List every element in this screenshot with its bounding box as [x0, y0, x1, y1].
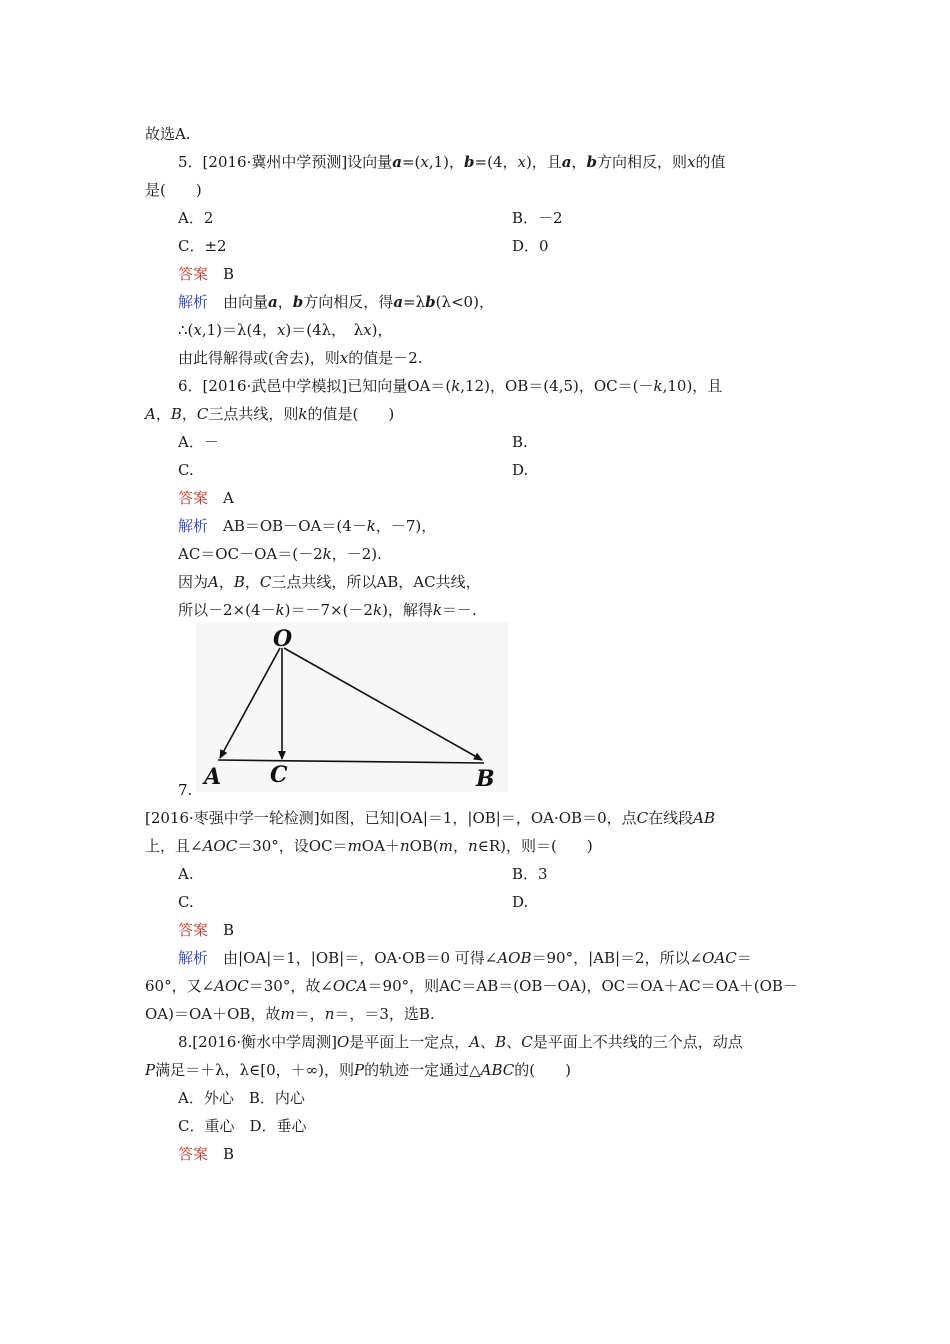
vector-b: b: [464, 153, 475, 171]
text: =λ: [403, 293, 426, 311]
text: )＝(4λ， λ: [285, 321, 364, 339]
text: 满足＝＋λ，λ∈[0，＋∞)，则: [155, 1061, 354, 1079]
var-x: x: [517, 153, 526, 171]
var-m: m: [280, 1005, 295, 1023]
text: 由此得解得或(舍去)，则: [178, 349, 340, 367]
answer-label: 答案: [178, 1145, 209, 1163]
point-b: B: [170, 405, 182, 423]
text: ，: [181, 405, 197, 423]
text: ，: [277, 293, 293, 311]
label-b: B: [476, 766, 495, 792]
option-b: B．3: [512, 865, 548, 883]
text: ，: [155, 405, 171, 423]
text: 5．[2016·冀州中学预测]设向量: [178, 153, 393, 171]
solution-label: 解析: [178, 949, 209, 967]
text: 60°，又∠: [145, 977, 215, 995]
question-5-stem: [178, 152, 726, 172]
text: 所以－2×(4－: [178, 601, 276, 619]
answer-value: B: [223, 265, 235, 283]
solution-label: 解析: [178, 517, 209, 535]
solution-line: [178, 948, 752, 968]
answer-label: 答案: [178, 265, 209, 283]
triangle-abc: ABC: [480, 1061, 515, 1079]
var-k: k: [451, 377, 461, 395]
text: AC＝OC－OA＝(－2: [178, 545, 323, 563]
text: ，－7)，: [375, 517, 437, 535]
text: ＝－.: [442, 601, 477, 619]
text: 8.[2016·衡水中学周测]: [178, 1033, 337, 1051]
var-x: x: [420, 153, 429, 171]
vector-a: a: [268, 293, 278, 311]
segment-ab: [218, 760, 484, 763]
text: 方向相反，则: [597, 153, 688, 171]
text: 由向量: [223, 293, 269, 311]
option-a: A．－: [178, 433, 219, 451]
text: ,1)，: [428, 153, 464, 171]
question-5-stem-cont: 是( ): [145, 181, 202, 199]
text: 三点共线，则: [208, 405, 299, 423]
option-d: D.: [512, 461, 529, 479]
text: 、: [480, 1033, 496, 1051]
point-c: C: [521, 1033, 533, 1051]
point-c: C: [259, 573, 272, 591]
label-c: C: [270, 762, 288, 788]
solution-line: [145, 976, 798, 996]
var-k: k: [298, 405, 308, 423]
solution-line: [178, 320, 393, 340]
option-a: A.: [178, 865, 194, 883]
question-6-stem: [178, 376, 722, 396]
text-line: [145, 124, 191, 144]
point-b: B: [495, 1033, 507, 1051]
point-c: C: [636, 809, 649, 827]
point-p: P: [145, 1061, 156, 1079]
text: 上，且∠: [145, 837, 203, 855]
question-6-stem-cont: [145, 404, 394, 424]
vector-b: b: [425, 293, 436, 311]
text: ,1)＝λ(4，: [201, 321, 277, 339]
answer-label: 答案: [178, 921, 209, 939]
option-b: B.: [512, 433, 528, 451]
text: [2016·枣强中学一轮检测]如图，已知|OA|＝1，|OB|＝，OA·OB＝0，点: [145, 809, 637, 827]
point-a: A: [145, 405, 156, 423]
text: )，: [371, 321, 393, 339]
triangle-diagram: [196, 622, 508, 792]
text: 在线段: [648, 809, 694, 827]
point-o: O: [336, 1033, 350, 1051]
text: )，解得: [382, 601, 433, 619]
vector-oa: [220, 648, 280, 758]
var-x: x: [687, 153, 696, 171]
triangle-figure: [196, 622, 508, 792]
text: 、: [506, 1033, 522, 1051]
label-a: A: [204, 764, 222, 790]
text: 方向相反，得: [303, 293, 394, 311]
text: OA)＝OA＋OB，故: [145, 1005, 281, 1023]
text: )，且: [525, 153, 562, 171]
vector-ob: [284, 648, 482, 760]
answer-line: [178, 920, 234, 940]
var-x: x: [339, 349, 349, 367]
var-k: k: [653, 377, 663, 395]
text: 6．[2016·武邑中学模拟]已知向量OA＝(: [178, 377, 452, 395]
option-c: C.: [178, 461, 194, 479]
text: ∈R)，则＝( ): [477, 837, 593, 855]
text: ＝，＝3，选B.: [334, 1005, 435, 1023]
angle-aob: AOB: [497, 949, 532, 967]
text: ，: [218, 573, 234, 591]
text: ＝，: [294, 1005, 325, 1023]
var-k: k: [432, 601, 443, 619]
point-c: C: [196, 405, 209, 423]
var-k: k: [372, 601, 383, 619]
text: 故选A.: [145, 125, 191, 143]
question-8-stem-cont: [145, 1060, 571, 1080]
option-a: A．2: [178, 209, 214, 227]
point-b: B: [233, 573, 245, 591]
question-7-number: 7.: [178, 781, 193, 799]
text: 的值是( ): [307, 405, 395, 423]
text: ,12)，OB＝(4,5)，OC＝(－: [460, 377, 654, 395]
var-k: k: [275, 601, 285, 619]
text: 是平面上不共线的三个点，动点: [532, 1033, 743, 1051]
answer-value: A: [223, 489, 234, 507]
question-7-stem-cont: [145, 836, 593, 856]
question-7-stem: [145, 808, 715, 828]
text: ，: [244, 573, 260, 591]
point-a: A: [208, 573, 219, 591]
text: ＝: [736, 949, 752, 967]
var-m: m: [347, 837, 362, 855]
solution-label: 解析: [178, 293, 209, 311]
solution-line: [178, 516, 436, 536]
solution-line: [178, 544, 382, 564]
text: 的值是－2.: [348, 349, 423, 367]
text: =(4，: [474, 153, 518, 171]
segment-ab-label: AB: [693, 809, 715, 827]
var-n: n: [324, 1005, 335, 1023]
text: )＝－7×(－2: [284, 601, 373, 619]
point-p: P: [353, 1061, 365, 1079]
var-k: k: [366, 517, 376, 535]
vector-a: a: [392, 153, 402, 171]
solution-line: [178, 572, 481, 592]
text: ＝90°，则AC＝AB＝(OB－OA)，OC＝OA＋AC＝OA＋(OB－: [367, 977, 798, 995]
options-cd: C．重心 D．垂心: [178, 1117, 307, 1135]
angle-aoc: AOC: [214, 977, 249, 995]
text: ，: [453, 837, 469, 855]
text: 三点共线，所以AB，AC共线，: [271, 573, 481, 591]
text: ＝30°，设OC＝: [237, 837, 348, 855]
angle-oac: OAC: [702, 949, 737, 967]
answer-line: [178, 1144, 234, 1164]
option-d: D.: [512, 893, 529, 911]
option-b: B．－2: [512, 209, 563, 227]
text: 的值: [695, 153, 726, 171]
vector-a: a: [561, 153, 572, 171]
text: 的( ): [514, 1061, 571, 1079]
text: OA＋: [361, 837, 400, 855]
angle-oca: OCA: [332, 977, 368, 995]
vector-b: b: [586, 153, 598, 171]
question-8-stem: [178, 1032, 743, 1052]
answer-line: [178, 488, 234, 508]
solution-line: [178, 600, 477, 620]
text: ∴(: [178, 321, 194, 339]
var-x: x: [363, 321, 372, 339]
answer-value: B: [223, 1145, 235, 1163]
option-d: D．0: [512, 237, 549, 255]
text: 由|OA|＝1，|OB|＝，OA·OB＝0 可得∠: [223, 949, 498, 967]
text: ，－2).: [331, 545, 382, 563]
solution-line: [145, 1004, 435, 1024]
solution-line: [178, 292, 494, 312]
text: 是平面上一定点，: [349, 1033, 470, 1051]
var-m: m: [438, 837, 454, 855]
text: ,10)，且: [662, 377, 723, 395]
solution-line: [178, 348, 423, 368]
text: 的轨迹一定通过△: [364, 1061, 481, 1079]
text: =(: [401, 153, 421, 171]
var-n: n: [468, 837, 478, 855]
vector-b: b: [292, 293, 304, 311]
text: ，: [571, 153, 587, 171]
label-o: O: [273, 626, 293, 652]
text: ＝30°，故∠: [248, 977, 333, 995]
answer-line: [178, 264, 234, 284]
option-c: C．±2: [178, 237, 227, 255]
point-a: A: [469, 1033, 481, 1051]
text: (λ<0)，: [435, 293, 494, 311]
angle-aoc: AOC: [202, 837, 238, 855]
var-n: n: [399, 837, 410, 855]
text: AB＝OB－OA＝(4－: [223, 517, 367, 535]
var-k: k: [322, 545, 332, 563]
answer-value: B: [223, 921, 235, 939]
option-c: C.: [178, 893, 194, 911]
var-x: x: [276, 321, 286, 339]
vector-a: a: [393, 293, 404, 311]
answer-label: 答案: [178, 489, 209, 507]
options-ab: A．外心 B．内心: [178, 1089, 305, 1107]
var-x: x: [193, 321, 202, 339]
text: ＝90°，|AB|＝2，所以∠: [531, 949, 703, 967]
text: 因为: [178, 573, 209, 591]
text: OB(: [409, 837, 439, 855]
